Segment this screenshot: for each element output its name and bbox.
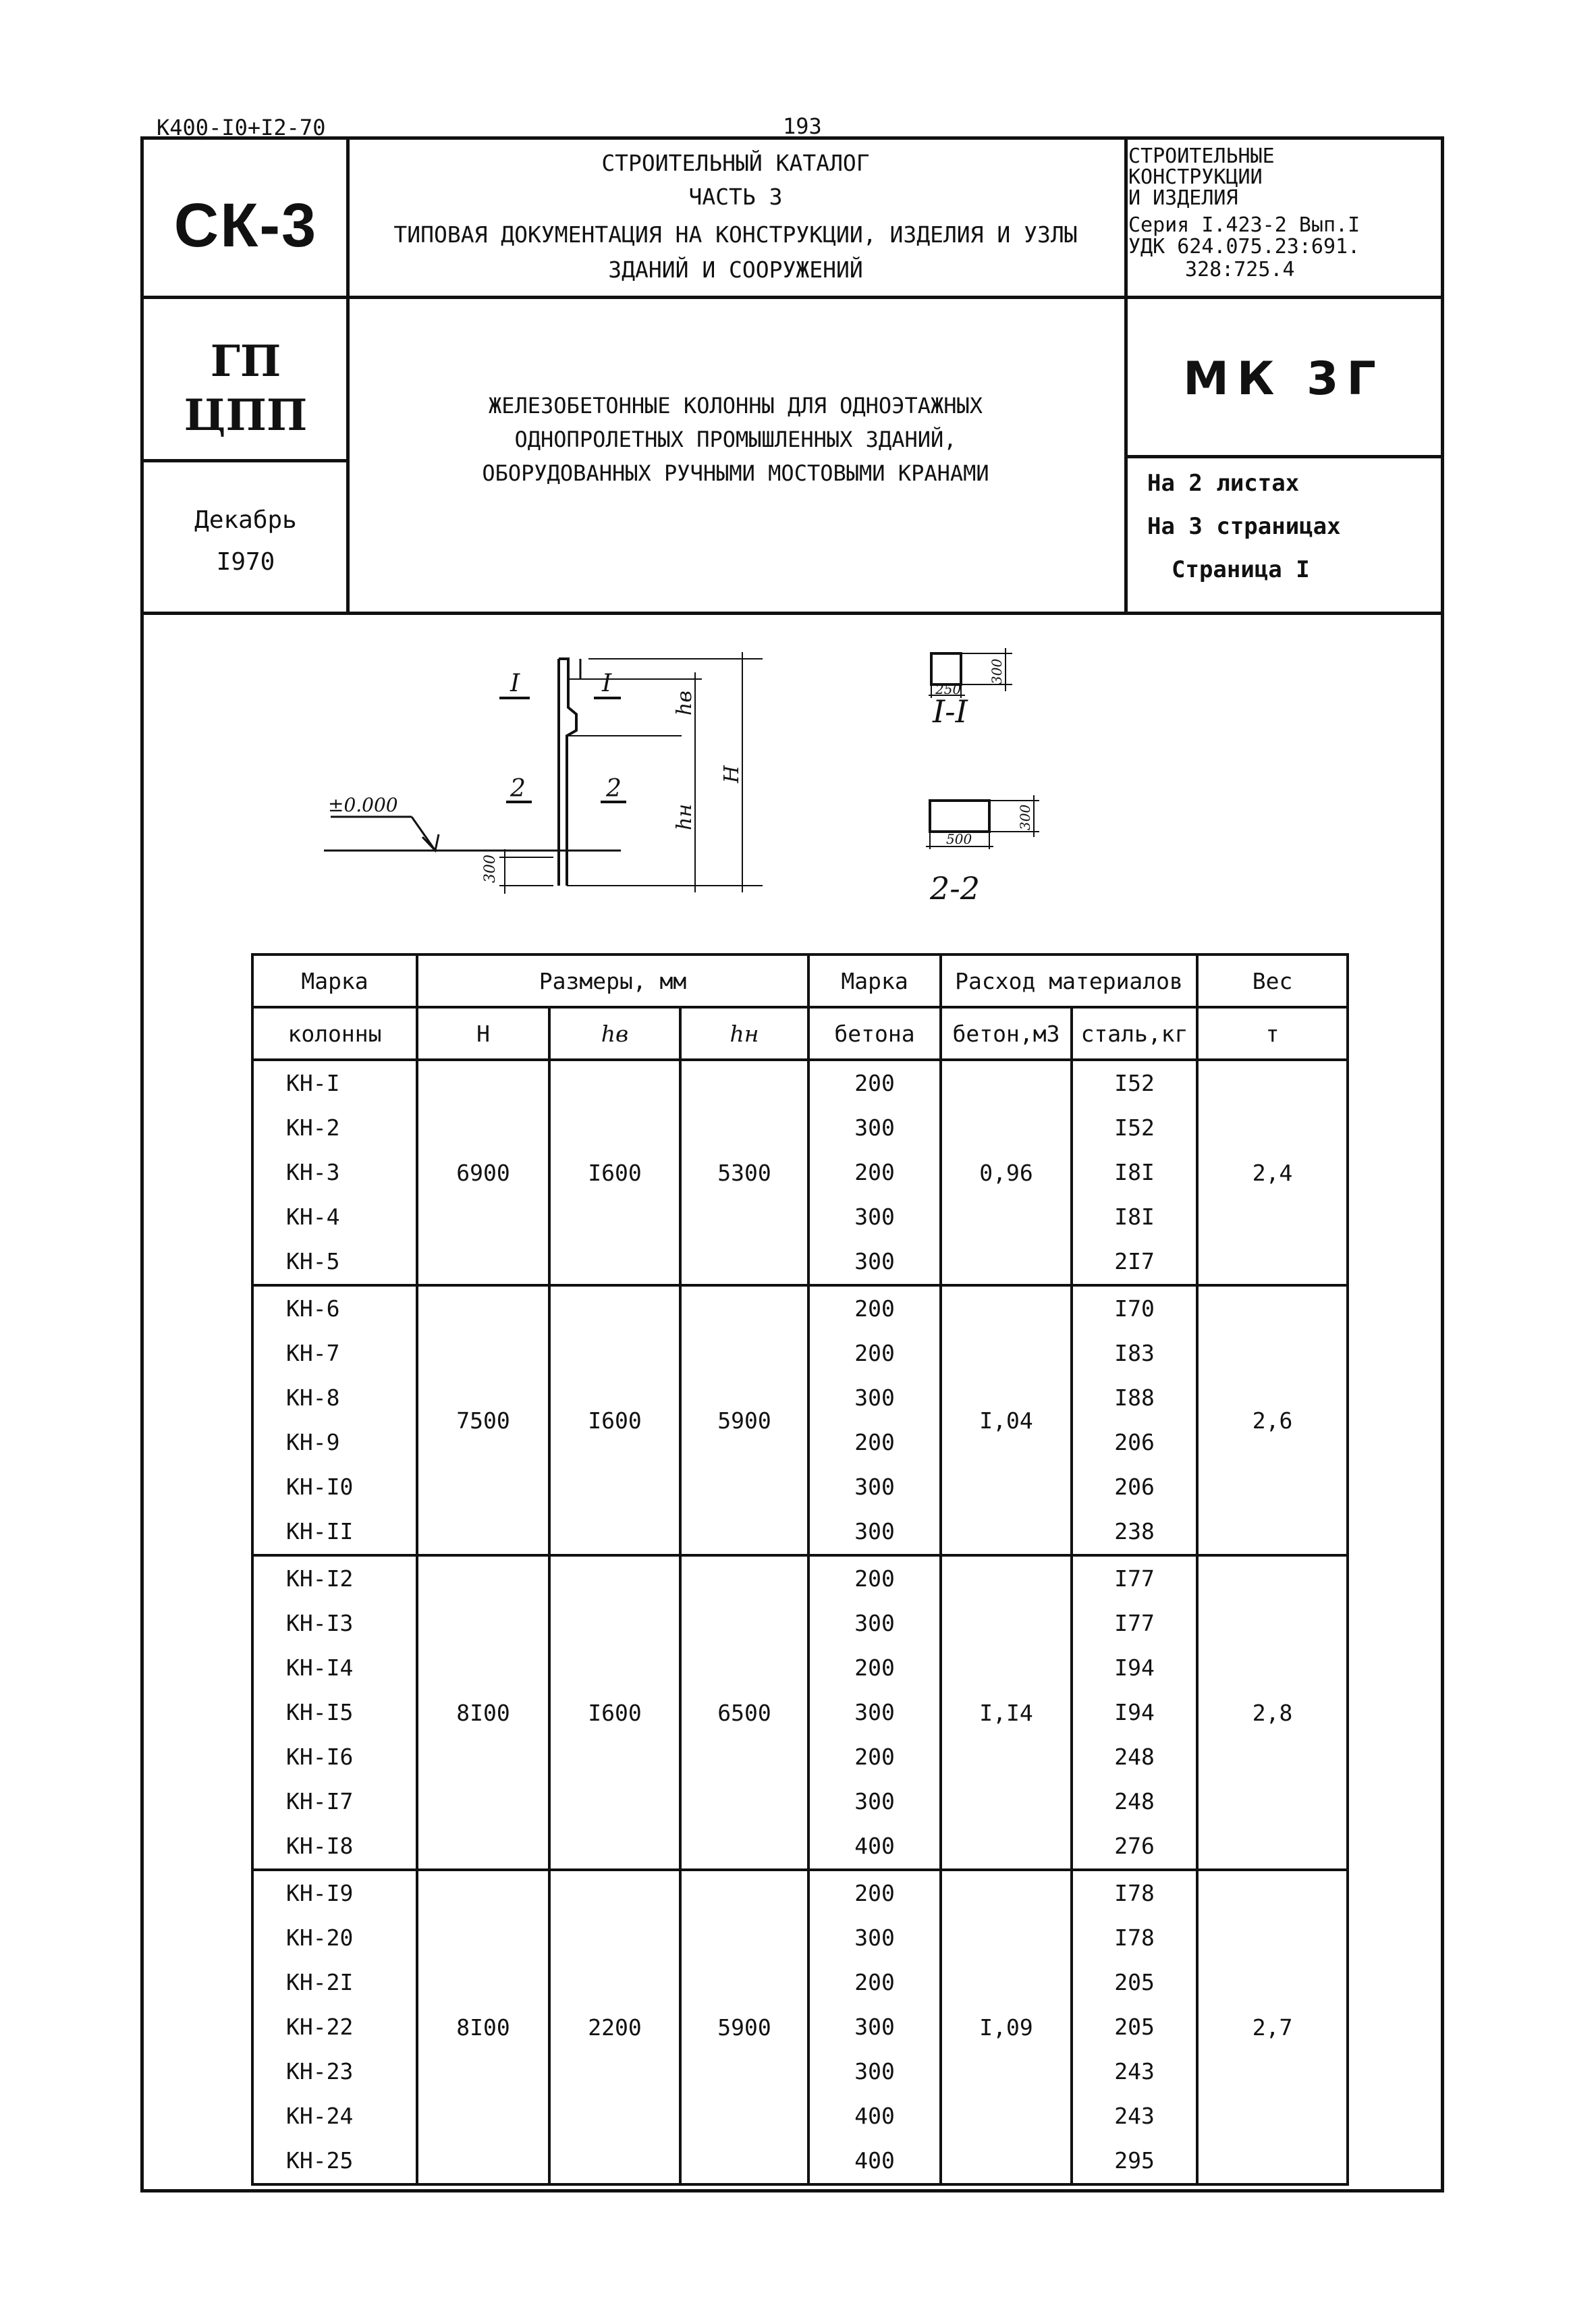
- group-hn: 5900: [680, 1285, 808, 1555]
- concrete-grade: 200: [854, 1070, 895, 1096]
- group-hn: 5300: [680, 1060, 808, 1285]
- column-mark: КН-I6: [286, 1744, 354, 1770]
- group-H: 7500: [417, 1285, 549, 1555]
- dim-H: H: [720, 765, 744, 783]
- column-mark: КН-9: [286, 1429, 340, 1455]
- concrete-grade: 200: [854, 1744, 895, 1770]
- catalog-code: СК-3: [173, 191, 318, 260]
- concrete-grade: 200: [854, 1969, 895, 1995]
- column-mark: КН-I9: [286, 1880, 354, 1906]
- steel-value: 206: [1114, 1429, 1155, 1455]
- concrete-grade: 400: [854, 2147, 895, 2174]
- dim-hb: hв: [673, 691, 696, 716]
- section-2-width: 500: [946, 831, 972, 847]
- column-mark: КН-I0: [286, 1474, 354, 1500]
- column-mark: КН-7: [286, 1340, 340, 1366]
- concrete-grade: 400: [854, 1833, 895, 1859]
- steel-value: 206: [1114, 1474, 1155, 1500]
- concrete-grade: 300: [854, 1474, 895, 1500]
- steel-value: I78: [1114, 1925, 1155, 1951]
- concrete-grade: 300: [854, 1204, 895, 1230]
- series-line-3: И ИЗДЕЛИЯ: [1128, 186, 1238, 210]
- section-2-height: 300: [1017, 804, 1033, 830]
- header-concrete-bottom: бетона: [808, 1007, 941, 1060]
- concrete-grade: 300: [854, 1925, 895, 1951]
- header-mark-top: Марка: [252, 954, 417, 1007]
- elevation-label: ±0.000: [328, 794, 398, 816]
- column-mark: КН-II: [286, 1518, 354, 1544]
- header-vline-right: [1124, 136, 1128, 615]
- sheets-count: На 2 листах: [1147, 470, 1300, 497]
- steel-value: I52: [1114, 1070, 1155, 1096]
- steel-value: 276: [1114, 1833, 1155, 1859]
- header-mark-bottom: колонны: [252, 1007, 417, 1060]
- column-mark: КН-I4: [286, 1654, 354, 1681]
- column-mark: КН-24: [286, 2103, 354, 2129]
- pages-count: На 3 страницах: [1147, 513, 1341, 540]
- section-1-label: I-I: [933, 693, 968, 730]
- group-weight: 2,4: [1197, 1060, 1348, 1285]
- steel-value: I83: [1114, 1340, 1155, 1366]
- column-mark: КН-8: [286, 1384, 340, 1411]
- steel-value: I94: [1114, 1654, 1155, 1681]
- column-mark: КН-3: [286, 1159, 340, 1185]
- title-line-1: ЖЕЛЕЗОБЕТОННЫЕ КОЛОННЫ ДЛЯ ОДНОЭТАЖНЫХ: [488, 393, 983, 419]
- column-profile: [559, 659, 576, 886]
- column-mark: КН-I7: [286, 1788, 354, 1814]
- concrete-grade: 200: [854, 1295, 895, 1322]
- group-hb: I600: [549, 1285, 680, 1555]
- steel-value: I88: [1114, 1384, 1155, 1411]
- concrete-grade: 300: [854, 1610, 895, 1636]
- column-mark: КН-I5: [286, 1699, 354, 1725]
- header-concrete-volume: бетон,м3: [941, 1007, 1072, 1060]
- current-page: Страница I: [1172, 556, 1310, 583]
- series-line-2: КОНСТРУКЦИИ: [1128, 165, 1263, 189]
- document-reference: К400-I0+I2-70: [157, 115, 326, 140]
- steel-value: I77: [1114, 1610, 1155, 1636]
- column-mark: КН-25: [286, 2147, 354, 2174]
- header-steel: сталь,кг: [1072, 1007, 1197, 1060]
- header-weight-top: Вес: [1197, 954, 1348, 1007]
- column-mark: КН-5: [286, 1248, 340, 1274]
- concrete-grade: 200: [854, 1429, 895, 1455]
- columns-table: [251, 953, 1349, 2186]
- section-2-label: 2-2: [930, 870, 981, 907]
- concrete-grade: 300: [854, 1248, 895, 1274]
- column-mark: КН-20: [286, 1925, 354, 1951]
- concrete-grade: 300: [854, 1699, 895, 1725]
- dim-hn: hн: [673, 803, 696, 830]
- steel-value: I78: [1114, 1880, 1155, 1906]
- steel-value: I52: [1114, 1114, 1155, 1141]
- group-concrete-volume: I,09: [941, 1870, 1072, 2184]
- column-mark: КН-2I: [286, 1969, 354, 1995]
- group-concrete-volume: I,I4: [941, 1555, 1072, 1870]
- catalog-line-1: СТРОИТЕЛЬНЫЙ КАТАЛОГ: [601, 150, 870, 176]
- group-concrete-volume: I,04: [941, 1285, 1072, 1555]
- column-mark: КН-6: [286, 1295, 340, 1322]
- header-divider-1: [140, 296, 1444, 299]
- concrete-grade: 400: [854, 2103, 895, 2129]
- title-line-2: ОДНОПРОЛЕТНЫХ ПРОМЫШЛЕННЫХ ЗДАНИЙ,: [514, 427, 957, 452]
- group-hn: 5900: [680, 1870, 808, 2184]
- group-H: 8I00: [417, 1555, 549, 1870]
- column-mark: КН-I3: [286, 1610, 354, 1636]
- header-hb: hв: [549, 1007, 680, 1060]
- header-hn: hн: [680, 1007, 808, 1060]
- section-mark-2-right: 2: [606, 775, 622, 803]
- steel-value: I8I: [1114, 1159, 1155, 1185]
- catalog-line-3: ТИПОВАЯ ДОКУМЕНТАЦИЯ НА КОНСТРУКЦИИ, ИЗДЕЛИЯ И УЗЛЫ: [393, 221, 1078, 248]
- group-concrete-volume: 0,96: [941, 1060, 1072, 1285]
- column-drawing: [297, 635, 1107, 932]
- steel-value: 205: [1114, 1969, 1155, 1995]
- steel-value: 243: [1114, 2103, 1155, 2129]
- group-hn: 6500: [680, 1555, 808, 1870]
- steel-value: 243: [1114, 2058, 1155, 2084]
- concrete-grade: 300: [854, 2058, 895, 2084]
- concrete-grade: 200: [854, 1654, 895, 1681]
- steel-value: 2I7: [1114, 1248, 1155, 1274]
- header-divider-left: [140, 459, 350, 462]
- catalog-line-4: ЗДАНИЙ И СООРУЖЕНИЙ: [608, 257, 863, 283]
- group-2: [252, 1285, 1348, 1555]
- section-1-height: 300: [989, 658, 1005, 684]
- group-hb: I600: [549, 1060, 680, 1285]
- group-weight: 2,6: [1197, 1285, 1348, 1555]
- header-divider-2: [140, 612, 1444, 615]
- date-year: I970: [216, 548, 275, 576]
- date-month: Декабрь: [194, 506, 297, 534]
- concrete-grade: 300: [854, 1384, 895, 1411]
- group-hb: I600: [549, 1555, 680, 1870]
- header-H: H: [417, 1007, 549, 1060]
- header-sizes: Размеры, мм: [417, 954, 808, 1007]
- org-line-2: ЦПП: [184, 390, 308, 441]
- concrete-grade: 200: [854, 1880, 895, 1906]
- concrete-grade: 300: [854, 1788, 895, 1814]
- steel-value: I70: [1114, 1295, 1155, 1322]
- section-1-width: 250: [935, 681, 962, 697]
- steel-value: 295: [1114, 2147, 1155, 2174]
- concrete-grade: 200: [854, 1159, 895, 1185]
- group-weight: 2,8: [1197, 1555, 1348, 1870]
- group-weight: 2,7: [1197, 1870, 1348, 2184]
- series-line-4: Серия I.423-2 Вып.I: [1128, 213, 1360, 237]
- group-H: 8I00: [417, 1870, 549, 2184]
- header-divider-right: [1124, 455, 1444, 458]
- steel-value: I77: [1114, 1565, 1155, 1592]
- column-mark: КН-I8: [286, 1833, 354, 1859]
- concrete-grade: 300: [854, 1518, 895, 1544]
- page-number: 193: [783, 113, 822, 139]
- steel-value: I94: [1114, 1699, 1155, 1725]
- dim-300-bottom: 300: [482, 855, 499, 883]
- document-mark: МК 3Г: [1183, 352, 1384, 406]
- header-concrete-top: Марка: [808, 954, 941, 1007]
- column-mark: КН-22: [286, 2014, 354, 2040]
- catalog-line-2: ЧАСТЬ 3: [688, 184, 783, 210]
- concrete-grade: 200: [854, 1565, 895, 1592]
- steel-value: 205: [1114, 2014, 1155, 2040]
- header-weight-bottom: т: [1197, 1007, 1348, 1060]
- concrete-grade: 200: [854, 1340, 895, 1366]
- concrete-grade: 300: [854, 1114, 895, 1141]
- steel-value: 238: [1114, 1518, 1155, 1544]
- steel-value: I8I: [1114, 1204, 1155, 1230]
- column-mark: КН-I2: [286, 1565, 354, 1592]
- header-materials: Расход материалов: [941, 954, 1197, 1007]
- group-hb: 2200: [549, 1870, 680, 2184]
- series-line-5: УДК 624.075.23:691.: [1128, 235, 1360, 259]
- column-mark: КН-2: [286, 1114, 340, 1141]
- series-line-1: СТРОИТЕЛЬНЫЕ: [1128, 144, 1275, 168]
- concrete-grade: 300: [854, 2014, 895, 2040]
- section-mark-1-left: I: [510, 670, 520, 697]
- series-line-6: 328:725.4: [1185, 258, 1295, 281]
- group-3: [252, 1555, 1348, 1870]
- group-H: 6900: [417, 1060, 549, 1285]
- group-1: [252, 1060, 1348, 1285]
- group-4: [252, 1870, 1348, 2184]
- section-mark-1-right: I: [602, 670, 612, 697]
- section-mark-2-left: 2: [510, 775, 526, 803]
- column-mark: КН-4: [286, 1204, 340, 1230]
- steel-value: 248: [1114, 1788, 1155, 1814]
- column-mark: КН-23: [286, 2058, 354, 2084]
- org-line-1: ГП: [210, 336, 281, 387]
- steel-value: 248: [1114, 1744, 1155, 1770]
- title-line-3: ОБОРУДОВАННЫХ РУЧНЫМИ МОСТОВЫМИ КРАНАМИ: [482, 460, 989, 486]
- column-mark: КН-I: [286, 1070, 340, 1096]
